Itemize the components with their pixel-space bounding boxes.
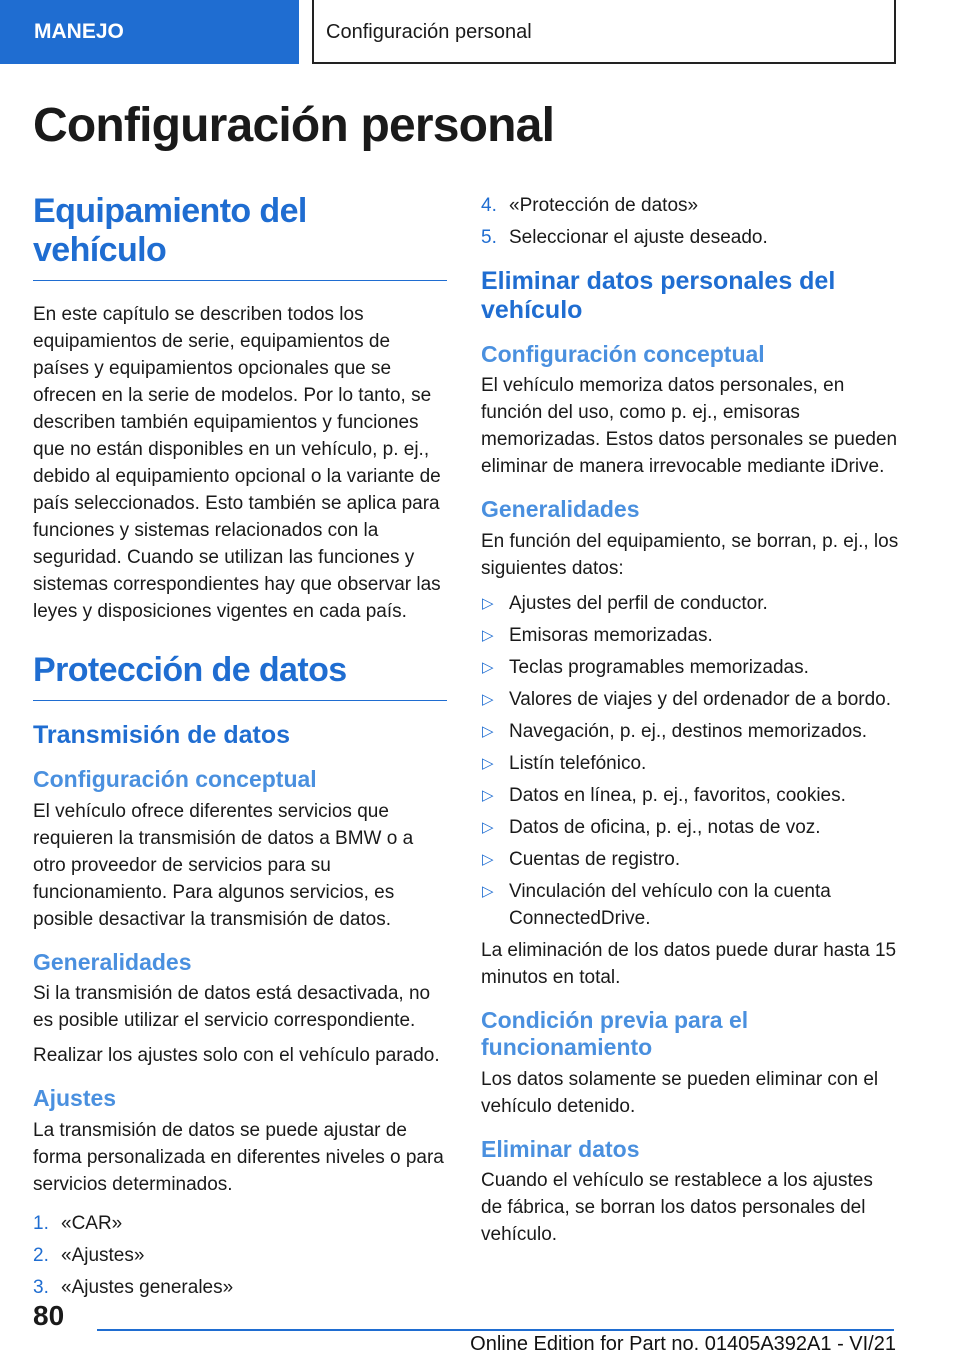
concept-paragraph: El vehículo memoriza datos personales, en función del uso, como p. ej., emisoras memorizadas. Estos datos personales se pueden eliminar de manera irrevocable mediante iDrive. [481,375,898,478]
equipment-paragraph: En este capítulo se describen todos los equipamientos de serie, equipamientos de países y equipamientos opcionales que se ofrecen en la serie de modelos. Por lo tanto, se describen también equipamientos y funciones que no están disponibles en un vehículo, p. ej., debido al equipamiento opcional o la variante de país seleccionados. Esto también se aplica para funciones y sistemas relacionados con la seguridad. Cuando se utilizan las funciones y sistemas correspondientes hay que observar las leyes y disposiciones vigentes en cada país. [33,304,441,623]
page-title: Configuración personal [33,99,555,152]
list-item-text: Cuentas de registro. [509,848,681,870]
general-heading: Generalidades [33,948,192,975]
equipment-heading: Equipamiento del vehículo [33,192,447,281]
chapter-header [312,0,896,64]
right-column [481,192,899,1256]
step-number: 4. [481,195,497,216]
triangle-bullet-icon: ▷ [482,818,494,836]
concept-heading: Configuración conceptual [481,340,765,367]
list-item [481,718,899,745]
general-paragraph-2: Realizar los ajustes solo con el vehículo parado. [33,1045,440,1067]
precondition-paragraph: Los datos solamente se pueden eliminar con el vehículo detenido. [481,1068,879,1117]
step-text: Seleccionar el ajuste deseado. [509,227,768,248]
general-paragraph-1: Si la transmisión de datos está desactivada, no es posible utilizar el servicio correspondiente. [33,983,431,1032]
step-text: «CAR» [61,1212,123,1234]
triangle-bullet-icon: ▷ [482,658,494,676]
list-item-text: Ajustes del perfil de conductor. [509,592,768,614]
data-transmission-heading: Transmisión de datos [33,721,291,750]
triangle-bullet-icon: ▷ [482,754,494,772]
step-text: «Protección de datos» [509,195,699,216]
concept-heading: Configuración conceptual [33,766,317,793]
general-heading: Generalidades [481,496,640,523]
triangle-bullet-icon: ▷ [482,690,494,708]
list-item [481,654,899,681]
data-protection-heading: Protección de datos [33,651,447,701]
settings-steps [33,1210,447,1301]
step-number: 1. [33,1212,49,1234]
chapter-label: Configuración personal [326,21,532,43]
concept-paragraph: El vehículo ofrece diferentes servicios que requieren la transmisión de datos a BMW o a otro proveedor de servicios para su funcionamiento. Para algunos servicios, es posible desactivar la transmisión de datos. [33,800,414,930]
list-item [481,846,899,873]
step-text: «Ajustes» [61,1244,145,1266]
list-item [481,750,899,777]
triangle-bullet-icon: ▷ [482,594,494,612]
step-number: 5. [481,227,497,248]
triangle-bullet-icon: ▷ [482,882,494,900]
list-item-text: Vinculación del vehículo con la cuenta ConnectedDrive. [509,880,831,929]
list-item-text: Emisoras memorizadas. [509,624,713,646]
settings-paragraph: La transmisión de datos se puede ajustar de forma personalizada en diferentes niveles o para servicios determinados. [33,1119,444,1195]
list-item [481,782,899,809]
list-item [481,814,899,841]
list-item-text: Listín telefónico. [509,752,647,774]
page-number: 80 [33,1300,65,1331]
list-item [481,878,899,932]
list-item [481,590,899,617]
delete-personal-data-heading: Eliminar datos personales del vehículo [481,267,836,324]
triangle-bullet-icon: ▷ [482,626,494,644]
deleted-data-list [481,590,899,932]
section-label: MANEJO [34,20,124,43]
list-item-text: Teclas programables memorizadas. [509,656,809,678]
delete-data-heading: Eliminar datos [481,1135,640,1162]
settings-steps-continued [481,192,899,251]
edition-note: Online Edition for Part no. 01405A392A1 - VI/21 [470,1333,896,1355]
step-text: «Ajustes generales» [61,1276,234,1298]
list-item-text: Valores de viajes y del ordenador de a bordo. [509,688,892,710]
triangle-bullet-icon: ▷ [482,850,494,868]
triangle-bullet-icon: ▷ [482,722,494,740]
section-tab [0,0,299,64]
list-item [481,686,899,713]
step-item [481,224,899,251]
step-item [33,1274,447,1301]
step-item [33,1210,447,1237]
list-item [481,622,899,649]
general-paragraph: En función del equipamiento, se borran, p. ej., los siguientes datos: [481,530,899,579]
delete-data-paragraph: Cuando el vehículo se restablece a los ajustes de fábrica, se borran los datos personales del vehículo. [481,1170,873,1246]
duration-paragraph: La eliminación de los datos puede durar hasta 15 minutos en total. [481,939,897,988]
footer-divider [97,1329,894,1331]
step-number: 2. [33,1244,49,1266]
precondition-heading: Condición previa para el funcionamiento [481,1006,749,1061]
triangle-bullet-icon: ▷ [482,786,494,804]
list-item-text: Datos en línea, p. ej., favoritos, cookies. [509,784,846,806]
left-column [33,192,447,1306]
step-item [33,1242,447,1269]
step-number: 3. [33,1276,49,1298]
step-item [481,192,899,219]
settings-heading: Ajustes [33,1085,117,1112]
list-item-text: Navegación, p. ej., destinos memorizados. [509,720,868,742]
list-item-text: Datos de oficina, p. ej., notas de voz. [509,816,821,838]
